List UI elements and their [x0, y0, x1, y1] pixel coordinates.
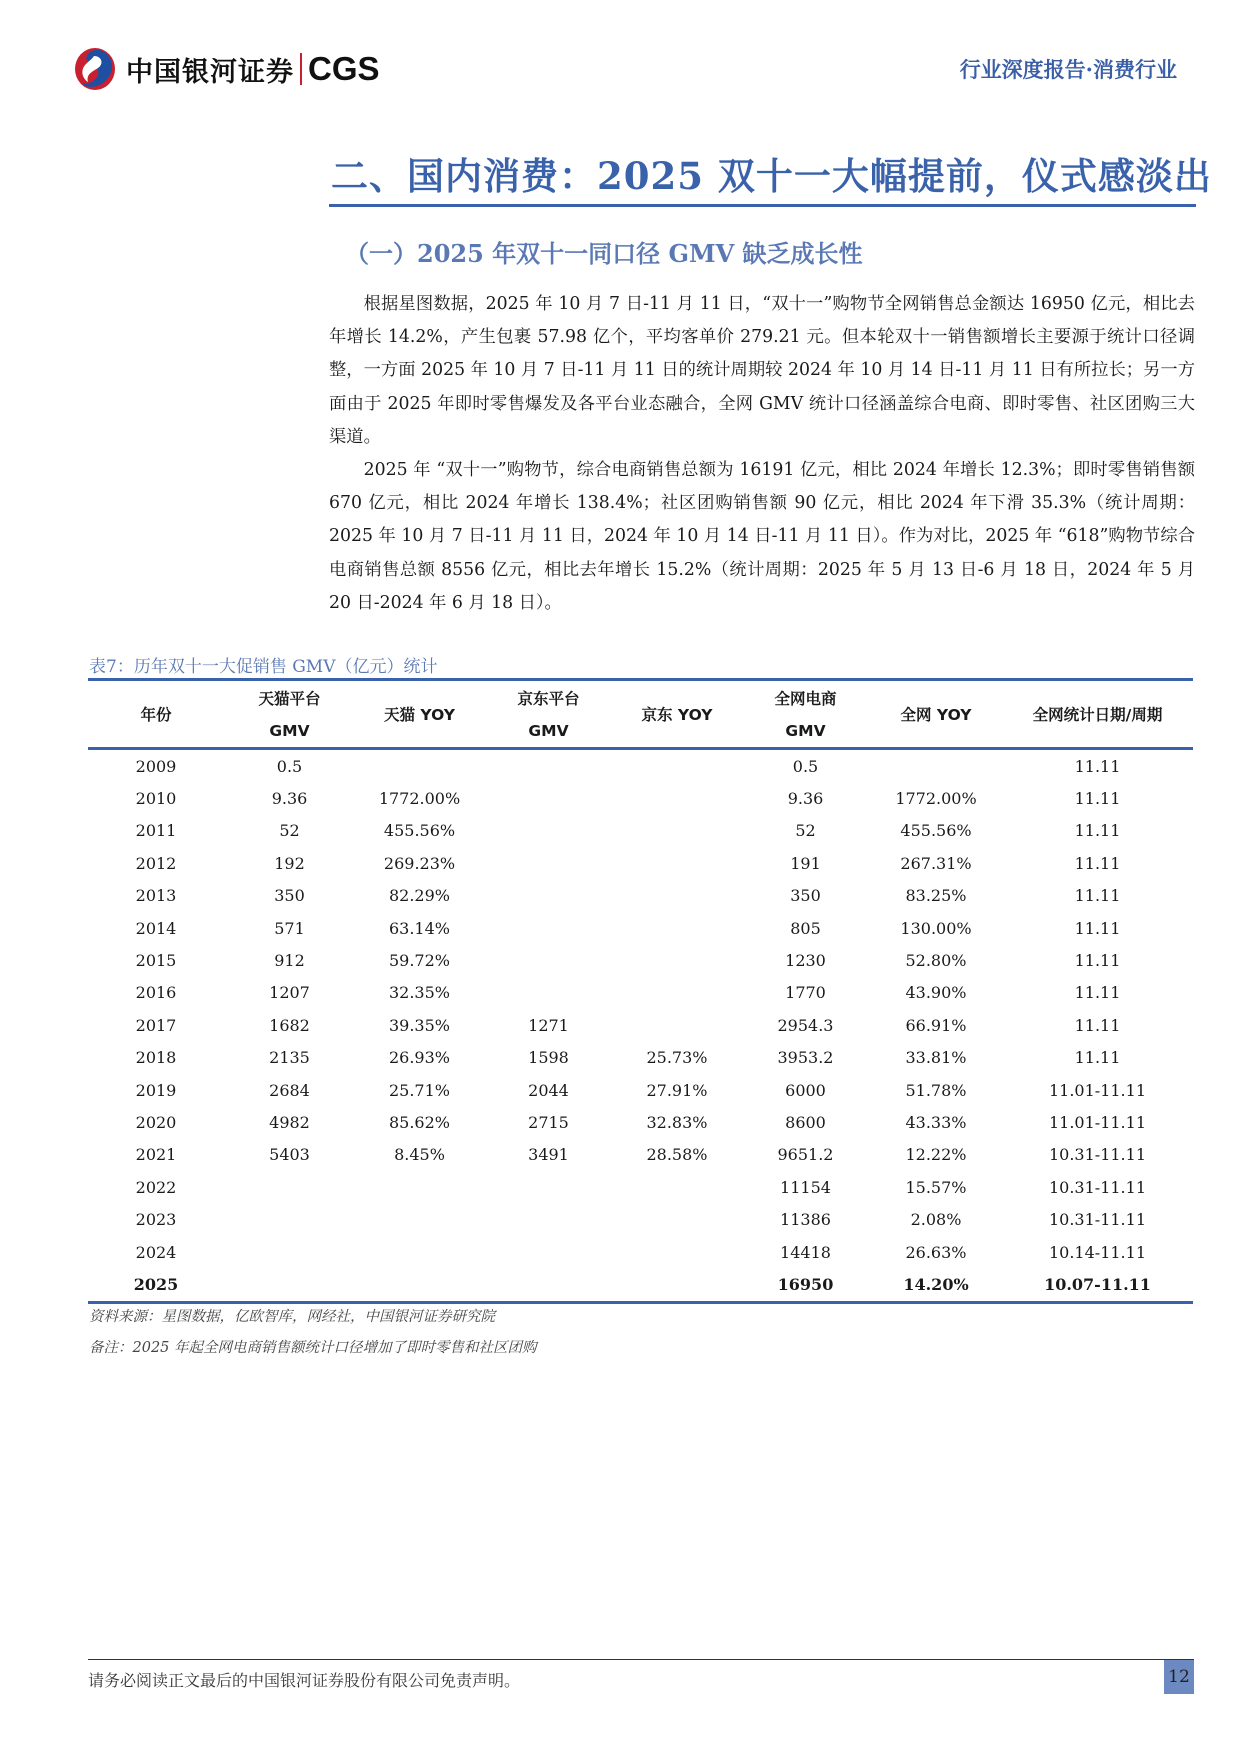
table-source: 资料来源：星图数据，亿欧智库，网经社，中国银河证券研究院	[89, 1309, 495, 1325]
table-cell: 2715	[528, 1112, 569, 1132]
table-cell: 2012	[135, 853, 177, 873]
logo-english-name: CGS	[308, 50, 380, 87]
table-cell: 63.14%	[388, 918, 450, 938]
table-body	[88, 749, 1193, 1303]
table-row	[88, 749, 1193, 783]
table-cell: 571	[274, 918, 305, 938]
table-cell: 6000	[785, 1080, 826, 1100]
table-cell	[484, 1203, 613, 1235]
table-cell: 1271	[528, 1015, 569, 1035]
table-cell: 10.14-11.11	[1048, 1242, 1146, 1262]
table-cell: 25.73%	[646, 1048, 708, 1068]
table-cell	[613, 749, 741, 783]
table-cell	[224, 1203, 355, 1235]
table-cell: 32.35%	[388, 983, 450, 1003]
footer-divider	[88, 1659, 1194, 1660]
table-cell: 9.36	[787, 789, 824, 809]
table-cell	[355, 1171, 484, 1203]
table-cell: 11.01-11.11	[1048, 1112, 1146, 1132]
table-cell: 0.5	[792, 756, 819, 776]
table-cell	[484, 1268, 613, 1302]
table-row	[88, 782, 1193, 814]
table-cell: 2135	[269, 1048, 310, 1068]
table-row	[88, 1074, 1193, 1106]
section-subtitle: （一）2025 年双十一同口径 GMV 缺乏成长性	[345, 239, 863, 268]
gmv-table	[88, 678, 1193, 1304]
table-cell: 2019	[135, 1080, 177, 1100]
table-cell	[355, 1236, 484, 1268]
table-cell: 16950	[741, 1268, 870, 1302]
table-cell: 2684	[269, 1080, 310, 1100]
table-cell: 43.33%	[905, 1112, 967, 1132]
table-cell: 11.11	[1074, 1015, 1121, 1035]
table-cell	[355, 749, 484, 783]
table-cell: 28.58%	[646, 1145, 708, 1165]
table-cell: 2011	[135, 821, 177, 841]
table-cell: 11.11	[1074, 789, 1121, 809]
table-cell: 2954.3	[777, 1015, 834, 1035]
table-cell: 805	[790, 918, 821, 938]
table-cell: 52	[279, 821, 300, 841]
table-row	[88, 1106, 1193, 1138]
table-cell: 52	[795, 821, 816, 841]
table-cell: 11.01-11.11	[1048, 1080, 1146, 1100]
table-cell: 1230	[785, 951, 826, 971]
table-cell	[484, 912, 613, 944]
table-row	[88, 1236, 1193, 1268]
table-cell	[484, 815, 613, 847]
logo-chinese-name: 中国银河证券	[126, 56, 294, 88]
table-cell: 11.11	[1074, 918, 1121, 938]
table-cell	[613, 912, 741, 944]
table-cell: 8.45%	[394, 1145, 445, 1165]
table-cell: 11.11	[1074, 821, 1121, 841]
table-cell	[613, 1203, 741, 1235]
table-cell: 2017	[135, 1015, 177, 1035]
table-cell: 1772.00%	[378, 789, 461, 809]
table-cell: 11.11	[1074, 983, 1121, 1003]
body-text	[329, 288, 1195, 620]
table-cell: 14418	[780, 1242, 831, 1262]
header-period: 全网统计日期/周期	[1002, 680, 1193, 749]
table-cell: 5403	[269, 1145, 310, 1165]
table-cell: 2015	[135, 951, 177, 971]
table-row	[88, 1042, 1193, 1074]
table-cell: 51.78%	[905, 1080, 967, 1100]
header-all-gmv: 全网电商	[741, 680, 870, 715]
table-cell: 0.5	[276, 756, 303, 776]
table-cell	[484, 1171, 613, 1203]
header-all-gmv-unit: GMV	[741, 714, 870, 749]
table-cell	[484, 847, 613, 879]
report-type-label: 行业深度报告·消费行业	[959, 57, 1177, 82]
table-cell: 1207	[269, 983, 310, 1003]
table-cell: 32.83%	[646, 1112, 708, 1132]
table-cell: 269.23%	[383, 853, 456, 873]
table-remark: 备注：2025 年起全网电商销售额统计口径增加了即时零售和社区团购	[89, 1340, 537, 1356]
table-cell	[355, 1203, 484, 1235]
table-cell	[484, 1236, 613, 1268]
table-cell: 33.81%	[905, 1048, 967, 1068]
table-cell: 350	[790, 886, 821, 906]
table-cell: 2021	[135, 1145, 177, 1165]
table-cell: 39.35%	[388, 1015, 450, 1035]
table-cell: 2014	[135, 918, 177, 938]
company-logo	[72, 46, 380, 92]
table-cell: 1598	[528, 1048, 569, 1068]
footer-disclaimer: 请务必阅读正文最后的中国银河证券股份有限公司免责声明。	[88, 1671, 521, 1690]
paragraph: 2025 年 “双十一”购物节，综合电商销售总额为 16191 亿元，相比 2024 年增长 12.3%；即时零售销售额 670 亿元，相比 2024 年增长 138.4%；社区团购销售额 90 亿元，相比 2024 年下滑 35.3%（统计周期：2025 年 10 月 7 日-11 月 11 日，2024 年 10 月 14 日-11 月 11 日）。作为对比，2025 年 “618”购物节综合电商销售总额 8556 亿元，相比去年增长 15.2%（统计周期：2025 年 5 月 13 日-6 月 18 日，2024 年 5 月 20 日-2024 年 6 月 18 日）。	[329, 460, 1195, 613]
table-cell	[484, 944, 613, 976]
table-cell	[613, 1236, 741, 1268]
header-all-yoy: 全网 YOY	[870, 680, 1002, 749]
table-cell: 10.31-11.11	[1048, 1210, 1146, 1230]
table-cell: 1682	[269, 1015, 310, 1035]
table-caption: 表7：历年双十一大促销售 GMV（亿元）统计	[89, 657, 438, 677]
table-cell: 26.63%	[905, 1242, 967, 1262]
table-cell	[484, 977, 613, 1009]
table-cell	[613, 782, 741, 814]
table-cell: 11.11	[1074, 886, 1121, 906]
header-year: 年份	[88, 680, 224, 749]
table-row	[88, 847, 1193, 879]
table-cell: 350	[274, 886, 305, 906]
table-cell	[613, 847, 741, 879]
header-jd-yoy: 京东 YOY	[613, 680, 741, 749]
table-row	[88, 1268, 1193, 1302]
table-cell: 1772.00%	[895, 789, 977, 809]
table-row	[88, 815, 1193, 847]
table-cell	[224, 1236, 355, 1268]
table-row	[88, 1009, 1193, 1041]
table-cell: 66.91%	[905, 1015, 967, 1035]
table-cell: 9651.2	[777, 1145, 834, 1165]
table-cell: 10.31-11.11	[1048, 1177, 1146, 1197]
logo-divider	[300, 53, 302, 85]
table-cell	[613, 977, 741, 1009]
table-row	[88, 1171, 1193, 1203]
table-cell: 11.11	[1074, 951, 1121, 971]
table-cell: 1770	[785, 983, 826, 1003]
table-cell	[613, 1268, 741, 1302]
table-cell: 85.62%	[388, 1112, 450, 1132]
header-jd-gmv: 京东平台	[484, 680, 613, 715]
table-cell: 12.22%	[905, 1145, 967, 1165]
table-row	[88, 977, 1193, 1009]
table-cell: 2044	[528, 1080, 569, 1100]
table-cell: 4982	[269, 1112, 310, 1132]
table-row	[88, 1139, 1193, 1171]
table-cell: 2024	[135, 1242, 177, 1262]
table-cell: 11.11	[1074, 1048, 1121, 1068]
table-cell: 2025	[88, 1268, 224, 1302]
table-cell	[224, 1268, 355, 1302]
table-cell: 9.36	[271, 789, 308, 809]
page-number: 12	[1164, 1660, 1194, 1694]
table-cell: 15.57%	[905, 1177, 967, 1197]
table-cell: 191	[790, 853, 821, 873]
table-cell: 267.31%	[900, 853, 972, 873]
table-cell: 912	[274, 951, 305, 971]
table-cell	[355, 1268, 484, 1302]
table-row	[88, 880, 1193, 912]
table-cell: 2.08%	[910, 1210, 962, 1230]
table-cell: 10.31-11.11	[1048, 1145, 1146, 1165]
table-row	[88, 1203, 1193, 1235]
table-cell: 2023	[135, 1210, 177, 1230]
table-cell: 82.29%	[388, 886, 450, 906]
table-cell: 14.20%	[870, 1268, 1002, 1302]
table-cell: 2016	[135, 983, 177, 1003]
table-cell	[613, 880, 741, 912]
section-title: 二、国内消费：2025 双十一大幅提前，仪式感淡出	[331, 154, 1212, 198]
table-cell	[224, 1171, 355, 1203]
table-cell: 43.90%	[905, 983, 967, 1003]
table-cell	[613, 944, 741, 976]
table-cell	[870, 749, 1002, 783]
title-divider	[329, 204, 1196, 207]
table-cell: 8600	[785, 1112, 826, 1132]
table-cell: 26.93%	[388, 1048, 450, 1068]
table-cell: 192	[274, 853, 305, 873]
table-cell	[613, 1171, 741, 1203]
table-cell: 455.56%	[383, 821, 456, 841]
header-tmall-yoy: 天猫 YOY	[355, 680, 484, 749]
table-cell	[484, 749, 613, 783]
table-cell: 11154	[780, 1177, 831, 1197]
paragraph: 根据星图数据，2025 年 10 月 7 日-11 月 11 日，“双十一”购物节全网销售总金额达 16950 亿元，相比去年增长 14.2%，产生包裹 57.98 亿个，平均客单价 279.21 元。但本轮双十一销售额增长主要源于统计口径调整，一方面 2025 年 10 月 7 日-11 月 11 日的统计周期较 2024 年 10 月 14 日-11 月 11 日有所拉长；另一方面由于 2025 年即时零售爆发及各平台业态融合，全网 GMV 统计口径涵盖综合电商、即时零售、社区团购三大渠道。	[329, 294, 1195, 447]
header-tmall-gmv-unit: GMV	[224, 714, 355, 749]
table-cell: 130.00%	[900, 918, 972, 938]
table-cell	[484, 880, 613, 912]
table-cell: 455.56%	[900, 821, 972, 841]
table-cell: 2018	[135, 1048, 177, 1068]
table-cell: 11.11	[1074, 853, 1121, 873]
table-cell	[484, 782, 613, 814]
table-cell	[613, 815, 741, 847]
table-cell: 11386	[780, 1210, 831, 1230]
galaxy-logo-icon	[72, 46, 118, 92]
table-cell: 2022	[135, 1177, 177, 1197]
header-jd-gmv-unit: GMV	[484, 714, 613, 749]
table-cell	[613, 1009, 741, 1041]
table-cell: 2013	[135, 886, 177, 906]
table-cell: 52.80%	[905, 951, 967, 971]
table-cell: 59.72%	[388, 951, 450, 971]
table-cell: 27.91%	[646, 1080, 708, 1100]
table-cell: 10.07-11.11	[1002, 1268, 1193, 1302]
header-tmall-gmv: 天猫平台	[224, 680, 355, 715]
table-cell: 83.25%	[905, 886, 967, 906]
table-cell: 2020	[135, 1112, 177, 1132]
table-row	[88, 912, 1193, 944]
table-cell: 11.11	[1074, 756, 1121, 776]
table-cell: 25.71%	[388, 1080, 450, 1100]
table-row	[88, 944, 1193, 976]
table-cell: 2009	[135, 756, 177, 776]
table-cell: 3953.2	[777, 1048, 834, 1068]
table-cell: 3491	[528, 1145, 569, 1165]
table-cell: 2010	[135, 789, 177, 809]
